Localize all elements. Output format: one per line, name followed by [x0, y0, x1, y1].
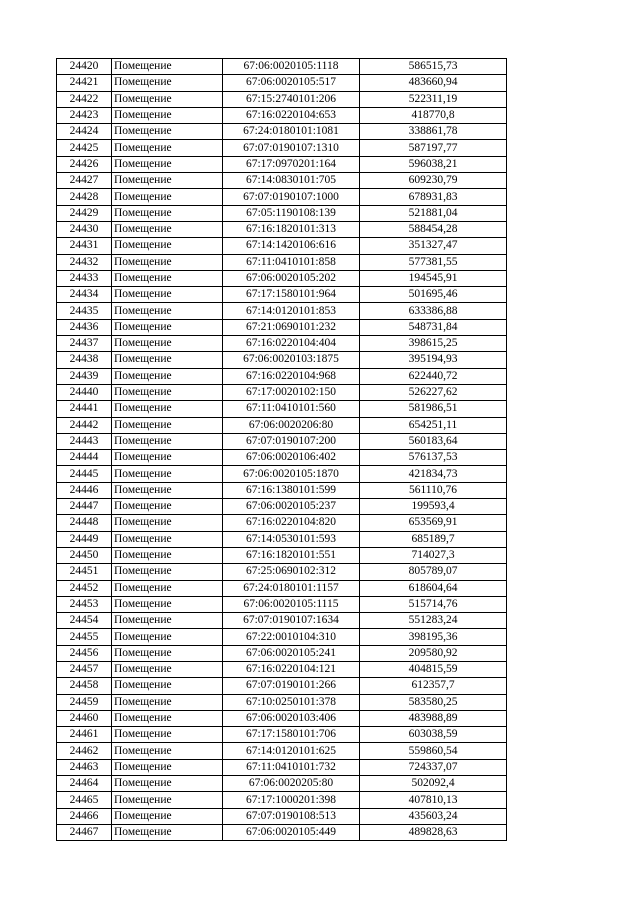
cadastral-value-cell: 724337,07 [360, 759, 507, 775]
row-number-cell: 24440 [57, 384, 112, 400]
cadastral-value-cell: 407810,13 [360, 792, 507, 808]
table-row [57, 433, 507, 449]
cadastral-number-cell: 67:10:0250101:378 [223, 694, 360, 710]
property-type-cell: Помещение [112, 368, 223, 384]
property-type-cell: Помещение [112, 352, 223, 368]
cadastral-value-cell: 483988,89 [360, 710, 507, 726]
cadastral-value-cell: 583580,25 [360, 694, 507, 710]
property-type-cell: Помещение [112, 515, 223, 531]
cadastral-number-cell: 67:16:1820101:313 [223, 221, 360, 237]
cadastral-number-cell: 67:24:0180101:1157 [223, 580, 360, 596]
property-type-cell: Помещение [112, 450, 223, 466]
cadastral-value-cell: 351327,47 [360, 238, 507, 254]
cadastral-number-cell: 67:17:0020102:150 [223, 384, 360, 400]
row-number-cell: 24466 [57, 808, 112, 824]
cadastral-number-cell: 67:14:0830101:705 [223, 173, 360, 189]
property-type-cell: Помещение [112, 499, 223, 515]
row-number-cell: 24421 [57, 75, 112, 91]
cadastral-number-cell: 67:16:1380101:599 [223, 482, 360, 498]
row-number-cell: 24434 [57, 287, 112, 303]
property-type-cell: Помещение [112, 824, 223, 840]
cadastral-number-cell: 67:21:0690101:232 [223, 319, 360, 335]
cadastral-value-cell: 588454,28 [360, 221, 507, 237]
row-number-cell: 24467 [57, 824, 112, 840]
cadastral-number-cell: 67:07:0190107:1310 [223, 140, 360, 156]
cadastral-number-cell: 67:11:0410101:732 [223, 759, 360, 775]
table-row [57, 287, 507, 303]
cadastral-number-cell: 67:07:0190107:200 [223, 433, 360, 449]
table-row [57, 319, 507, 335]
row-number-cell: 24425 [57, 140, 112, 156]
cadastral-value-cell: 685189,7 [360, 531, 507, 547]
cadastral-number-cell: 67:06:0020105:202 [223, 270, 360, 286]
property-type-cell: Помещение [112, 254, 223, 270]
property-type-cell: Помещение [112, 91, 223, 107]
cadastral-value-cell: 421834,73 [360, 466, 507, 482]
property-type-cell: Помещение [112, 287, 223, 303]
table-row [57, 466, 507, 482]
cadastral-value-cell: 418770,8 [360, 107, 507, 123]
property-type-cell: Помещение [112, 596, 223, 612]
property-type-cell: Помещение [112, 759, 223, 775]
table-row [57, 727, 507, 743]
table-row [57, 499, 507, 515]
cadastral-number-cell: 67:16:0220104:404 [223, 336, 360, 352]
cadastral-value-cell: 526227,62 [360, 384, 507, 400]
cadastral-value-cell: 654251,11 [360, 417, 507, 433]
cadastral-number-cell: 67:14:0530101:593 [223, 531, 360, 547]
property-type-cell: Помещение [112, 743, 223, 759]
cadastral-number-cell: 67:07:0190101:266 [223, 678, 360, 694]
table-row [57, 417, 507, 433]
row-number-cell: 24465 [57, 792, 112, 808]
row-number-cell: 24429 [57, 205, 112, 221]
row-number-cell: 24455 [57, 629, 112, 645]
cadastral-value-cell: 199593,4 [360, 499, 507, 515]
property-type-cell: Помещение [112, 336, 223, 352]
table-row [57, 75, 507, 91]
property-type-cell: Помещение [112, 482, 223, 498]
row-number-cell: 24450 [57, 547, 112, 563]
property-type-cell: Помещение [112, 384, 223, 400]
table-row [57, 107, 507, 123]
row-number-cell: 24439 [57, 368, 112, 384]
row-number-cell: 24436 [57, 319, 112, 335]
row-number-cell: 24428 [57, 189, 112, 205]
row-number-cell: 24420 [57, 59, 112, 75]
cadastral-value-cell: 622440,72 [360, 368, 507, 384]
row-number-cell: 24441 [57, 401, 112, 417]
row-number-cell: 24426 [57, 156, 112, 172]
property-type-cell: Помещение [112, 173, 223, 189]
row-number-cell: 24422 [57, 91, 112, 107]
table-row [57, 515, 507, 531]
table-row [57, 205, 507, 221]
row-number-cell: 24444 [57, 450, 112, 466]
cadastral-value-cell: 559860,54 [360, 743, 507, 759]
property-type-cell: Помещение [112, 727, 223, 743]
row-number-cell: 24446 [57, 482, 112, 498]
row-number-cell: 24458 [57, 678, 112, 694]
cadastral-number-cell: 67:06:0020105:1118 [223, 59, 360, 75]
table-row [57, 645, 507, 661]
row-number-cell: 24463 [57, 759, 112, 775]
row-number-cell: 24451 [57, 564, 112, 580]
cadastral-value-cell: 521881,04 [360, 205, 507, 221]
table-row [57, 613, 507, 629]
row-number-cell: 24457 [57, 661, 112, 677]
table-row [57, 531, 507, 547]
property-type-cell: Помещение [112, 238, 223, 254]
cadastral-number-cell: 67:06:0020105:449 [223, 824, 360, 840]
property-type-cell: Помещение [112, 613, 223, 629]
property-type-cell: Помещение [112, 124, 223, 140]
table-row [57, 221, 507, 237]
row-number-cell: 24456 [57, 645, 112, 661]
property-type-cell: Помещение [112, 205, 223, 221]
property-type-cell: Помещение [112, 564, 223, 580]
cadastral-number-cell: 67:16:1820101:551 [223, 547, 360, 563]
property-type-cell: Помещение [112, 107, 223, 123]
property-type-cell: Помещение [112, 189, 223, 205]
cadastral-number-cell: 67:07:0190107:1634 [223, 613, 360, 629]
cadastral-number-cell: 67:06:0020103:1875 [223, 352, 360, 368]
table-row [57, 140, 507, 156]
cadastral-value-cell: 653569,91 [360, 515, 507, 531]
cadastral-value-cell: 612357,7 [360, 678, 507, 694]
table-row [57, 156, 507, 172]
cadastral-value-cell: 338861,78 [360, 124, 507, 140]
table-row [57, 303, 507, 319]
row-number-cell: 24445 [57, 466, 112, 482]
cadastral-value-cell: 404815,59 [360, 661, 507, 677]
table-row [57, 270, 507, 286]
table-row [57, 254, 507, 270]
table-row [57, 189, 507, 205]
row-number-cell: 24432 [57, 254, 112, 270]
table-row [57, 759, 507, 775]
cadastral-value-cell: 395194,93 [360, 352, 507, 368]
row-number-cell: 24464 [57, 776, 112, 792]
cadastral-value-cell: 581986,51 [360, 401, 507, 417]
cadastral-value-cell: 714027,3 [360, 547, 507, 563]
table-row [57, 482, 507, 498]
cadastral-value-cell: 603038,59 [360, 727, 507, 743]
cadastral-number-cell: 67:06:0020205:80 [223, 776, 360, 792]
table-row [57, 238, 507, 254]
cadastral-value-cell: 515714,76 [360, 596, 507, 612]
property-type-cell: Помещение [112, 661, 223, 677]
table-row [57, 596, 507, 612]
cadastral-value-cell: 678931,83 [360, 189, 507, 205]
cadastral-number-cell: 67:25:0690102:312 [223, 564, 360, 580]
property-type-cell: Помещение [112, 433, 223, 449]
cadastral-value-cell: 398195,36 [360, 629, 507, 645]
cadastral-value-cell: 586515,73 [360, 59, 507, 75]
table-row [57, 710, 507, 726]
property-type-cell: Помещение [112, 776, 223, 792]
cadastral-number-cell: 67:22:0010104:310 [223, 629, 360, 645]
row-number-cell: 24435 [57, 303, 112, 319]
cadastral-value-cell: 548731,84 [360, 319, 507, 335]
property-type-cell: Помещение [112, 270, 223, 286]
cadastral-value-cell: 551283,24 [360, 613, 507, 629]
table-row [57, 384, 507, 400]
row-number-cell: 24424 [57, 124, 112, 140]
table-row [57, 580, 507, 596]
table-row [57, 824, 507, 840]
property-type-cell: Помещение [112, 59, 223, 75]
cadastral-number-cell: 67:11:0410101:858 [223, 254, 360, 270]
property-type-cell: Помещение [112, 629, 223, 645]
cadastral-value-cell: 209580,92 [360, 645, 507, 661]
cadastral-value-cell: 587197,77 [360, 140, 507, 156]
property-type-cell: Помещение [112, 221, 223, 237]
property-type-cell: Помещение [112, 547, 223, 563]
table-row [57, 450, 507, 466]
cadastral-number-cell: 67:14:0120101:625 [223, 743, 360, 759]
property-table-body [57, 59, 507, 841]
cadastral-value-cell: 483660,94 [360, 75, 507, 91]
cadastral-number-cell: 67:16:0220104:968 [223, 368, 360, 384]
row-number-cell: 24423 [57, 107, 112, 123]
property-type-cell: Помещение [112, 417, 223, 433]
cadastral-number-cell: 67:06:0020105:237 [223, 499, 360, 515]
table-row [57, 352, 507, 368]
property-table [56, 58, 507, 841]
cadastral-value-cell: 618604,64 [360, 580, 507, 596]
row-number-cell: 24431 [57, 238, 112, 254]
row-number-cell: 24442 [57, 417, 112, 433]
cadastral-number-cell: 67:16:0220104:653 [223, 107, 360, 123]
cadastral-number-cell: 67:05:1190108:139 [223, 205, 360, 221]
table-row [57, 173, 507, 189]
cadastral-number-cell: 67:24:0180101:1081 [223, 124, 360, 140]
property-type-cell: Помещение [112, 75, 223, 91]
cadastral-number-cell: 67:06:0020105:1115 [223, 596, 360, 612]
cadastral-number-cell: 67:06:0020206:80 [223, 417, 360, 433]
row-number-cell: 24453 [57, 596, 112, 612]
table-row [57, 59, 507, 75]
table-row [57, 564, 507, 580]
table-row [57, 808, 507, 824]
property-type-cell: Помещение [112, 808, 223, 824]
cadastral-number-cell: 67:17:1000201:398 [223, 792, 360, 808]
table-row [57, 629, 507, 645]
cadastral-number-cell: 67:16:0220104:121 [223, 661, 360, 677]
table-row [57, 661, 507, 677]
cadastral-value-cell: 522311,19 [360, 91, 507, 107]
row-number-cell: 24461 [57, 727, 112, 743]
property-type-cell: Помещение [112, 156, 223, 172]
row-number-cell: 24452 [57, 580, 112, 596]
row-number-cell: 24460 [57, 710, 112, 726]
table-row [57, 547, 507, 563]
property-type-cell: Помещение [112, 580, 223, 596]
cadastral-number-cell: 67:14:1420106:616 [223, 238, 360, 254]
row-number-cell: 24454 [57, 613, 112, 629]
property-type-cell: Помещение [112, 710, 223, 726]
table-row [57, 91, 507, 107]
cadastral-number-cell: 67:07:0190108:513 [223, 808, 360, 824]
cadastral-number-cell: 67:17:1580101:964 [223, 287, 360, 303]
cadastral-number-cell: 67:07:0190107:1000 [223, 189, 360, 205]
row-number-cell: 24449 [57, 531, 112, 547]
cadastral-value-cell: 194545,91 [360, 270, 507, 286]
cadastral-number-cell: 67:17:0970201:164 [223, 156, 360, 172]
cadastral-value-cell: 561110,76 [360, 482, 507, 498]
table-row [57, 336, 507, 352]
cadastral-value-cell: 609230,79 [360, 173, 507, 189]
table-row [57, 792, 507, 808]
property-type-cell: Помещение [112, 531, 223, 547]
row-number-cell: 24462 [57, 743, 112, 759]
row-number-cell: 24437 [57, 336, 112, 352]
cadastral-number-cell: 67:17:1580101:706 [223, 727, 360, 743]
cadastral-number-cell: 67:06:0020106:402 [223, 450, 360, 466]
row-number-cell: 24447 [57, 499, 112, 515]
row-number-cell: 24459 [57, 694, 112, 710]
row-number-cell: 24433 [57, 270, 112, 286]
table-row [57, 368, 507, 384]
cadastral-value-cell: 633386,88 [360, 303, 507, 319]
cadastral-value-cell: 596038,21 [360, 156, 507, 172]
property-type-cell: Помещение [112, 694, 223, 710]
table-row [57, 776, 507, 792]
cadastral-value-cell: 577381,55 [360, 254, 507, 270]
property-type-cell: Помещение [112, 319, 223, 335]
table-row [57, 401, 507, 417]
cadastral-value-cell: 489828,63 [360, 824, 507, 840]
cadastral-number-cell: 67:06:0020105:1870 [223, 466, 360, 482]
cadastral-value-cell: 560183,64 [360, 433, 507, 449]
table-row [57, 124, 507, 140]
row-number-cell: 24427 [57, 173, 112, 189]
row-number-cell: 24443 [57, 433, 112, 449]
cadastral-number-cell: 67:06:0020105:517 [223, 75, 360, 91]
cadastral-number-cell: 67:06:0020105:241 [223, 645, 360, 661]
cadastral-number-cell: 67:11:0410101:560 [223, 401, 360, 417]
cadastral-number-cell: 67:15:2740101:206 [223, 91, 360, 107]
cadastral-value-cell: 398615,25 [360, 336, 507, 352]
property-type-cell: Помещение [112, 678, 223, 694]
row-number-cell: 24448 [57, 515, 112, 531]
table-row [57, 694, 507, 710]
property-type-cell: Помещение [112, 401, 223, 417]
property-type-cell: Помещение [112, 466, 223, 482]
cadastral-number-cell: 67:06:0020103:406 [223, 710, 360, 726]
cadastral-value-cell: 576137,53 [360, 450, 507, 466]
table-row [57, 678, 507, 694]
cadastral-number-cell: 67:16:0220104:820 [223, 515, 360, 531]
property-type-cell: Помещение [112, 792, 223, 808]
cadastral-value-cell: 501695,46 [360, 287, 507, 303]
cadastral-number-cell: 67:14:0120101:853 [223, 303, 360, 319]
cadastral-value-cell: 502092,4 [360, 776, 507, 792]
cadastral-value-cell: 805789,07 [360, 564, 507, 580]
table-row [57, 743, 507, 759]
row-number-cell: 24438 [57, 352, 112, 368]
property-type-cell: Помещение [112, 645, 223, 661]
property-type-cell: Помещение [112, 140, 223, 156]
row-number-cell: 24430 [57, 221, 112, 237]
property-type-cell: Помещение [112, 303, 223, 319]
cadastral-value-cell: 435603,24 [360, 808, 507, 824]
